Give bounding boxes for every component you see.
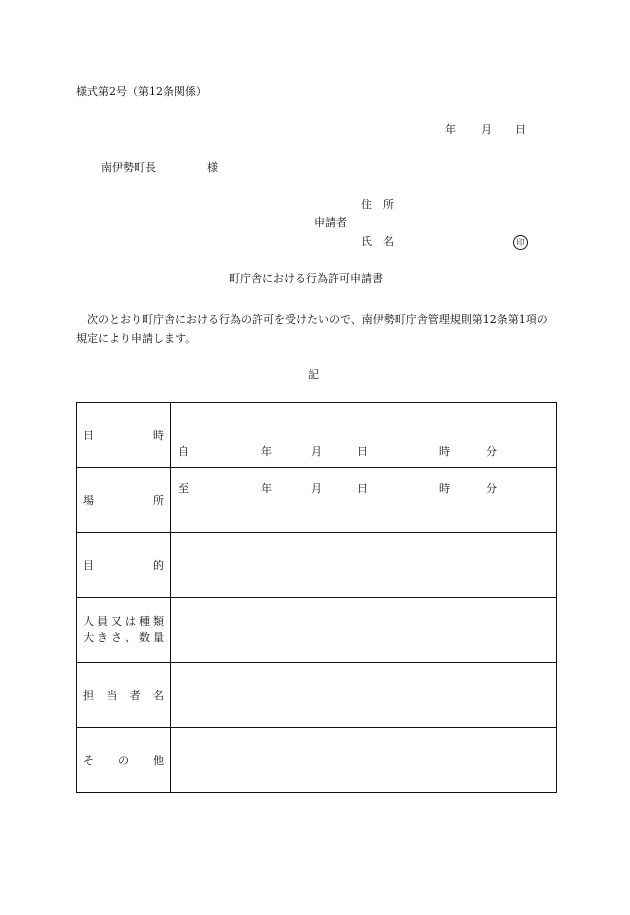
pic-label-2: 当: [106, 689, 118, 702]
personnel-label-cell: [77, 598, 171, 663]
person-in-charge-row: [77, 663, 557, 728]
from-day: 日: [357, 445, 368, 458]
seal-mark: 印: [513, 235, 528, 250]
name-label-2: 名: [383, 235, 394, 248]
personnel-char: 大: [83, 631, 94, 644]
personnel-value-cell[interactable]: [171, 598, 557, 663]
personnel-char: さ: [111, 631, 122, 644]
other-label-2: の: [118, 754, 129, 767]
application-table: [76, 402, 557, 793]
personnel-label-line-2: [83, 630, 164, 646]
pic-label-4: 名: [152, 689, 164, 702]
place-value-cell[interactable]: [171, 468, 557, 533]
datetime-label-2: 時: [153, 429, 164, 442]
addressee-name: 南伊勢町長: [101, 161, 156, 174]
place-label-cell: [77, 468, 171, 533]
purpose-label-2: 的: [153, 559, 164, 572]
other-label-cell: [77, 728, 171, 793]
purpose-label-1: 目: [83, 559, 94, 572]
place-label-2: 所: [153, 494, 164, 507]
body-paragraph: 次のとおり町庁舎における行為の許可を受けたいので、南伊勢町庁舎管理規則第12条第1項の規定により申請します。: [76, 313, 548, 345]
name-label-1: 氏: [361, 235, 372, 248]
person-in-charge-label-cell: [77, 663, 171, 728]
other-label-1: そ: [83, 754, 94, 767]
to-minute: 分: [486, 482, 497, 495]
personnel-char: 数: [139, 631, 150, 644]
to-month: 月: [311, 482, 322, 495]
to-hour: 時: [439, 482, 450, 495]
purpose-label-cell: [77, 533, 171, 598]
datetime-label-1: 日: [83, 429, 94, 442]
personnel-char: 量: [153, 631, 164, 644]
personnel-char: 人: [83, 615, 94, 628]
personnel-char: 員: [97, 615, 108, 628]
person-in-charge-value-cell[interactable]: [171, 663, 557, 728]
personnel-char: は: [125, 615, 136, 628]
pic-label-3: 者: [129, 689, 141, 702]
place-label-1: 場: [83, 494, 94, 507]
date-year: 年: [445, 123, 456, 136]
personnel-char: き: [97, 631, 108, 644]
date-month: 月: [481, 123, 492, 136]
to-day: 日: [357, 482, 368, 495]
other-label-3: 他: [153, 754, 164, 767]
personnel-char: 種: [139, 615, 150, 628]
other-row: [77, 728, 557, 793]
personnel-char: 類: [153, 615, 164, 628]
other-value-cell[interactable]: [171, 728, 557, 793]
to-prefix: 至: [178, 482, 189, 495]
date-day: 日: [515, 123, 526, 136]
document-title: 町庁舎における行為許可申請書: [229, 272, 383, 285]
personnel-label-line-1: [83, 614, 164, 630]
from-hour: 時: [439, 445, 450, 458]
address-label-1: 住: [361, 198, 372, 211]
ki-mark: 記: [308, 368, 319, 381]
place-row: [77, 468, 557, 533]
applicant-role-label: 申請者: [314, 216, 347, 229]
from-prefix: 自: [178, 445, 189, 458]
personnel-row: [77, 598, 557, 663]
address-label-2: 所: [383, 198, 394, 211]
addressee-honorific: 様: [207, 161, 218, 174]
datetime-label-cell: [77, 403, 171, 468]
pic-label-1: 担: [83, 689, 94, 702]
form-number: 様式第2号（第12条関係）: [76, 85, 207, 98]
to-year: 年: [261, 482, 272, 495]
from-minute: 分: [486, 445, 497, 458]
personnel-char: 又: [111, 615, 122, 628]
purpose-value-cell[interactable]: [171, 533, 557, 598]
personnel-char: 、: [125, 631, 136, 644]
from-month: 月: [311, 445, 322, 458]
purpose-row: [77, 533, 557, 598]
from-year: 年: [261, 445, 272, 458]
datetime-row: [77, 403, 557, 468]
datetime-value-cell[interactable]: [171, 403, 557, 495]
personnel-label: [77, 614, 170, 646]
